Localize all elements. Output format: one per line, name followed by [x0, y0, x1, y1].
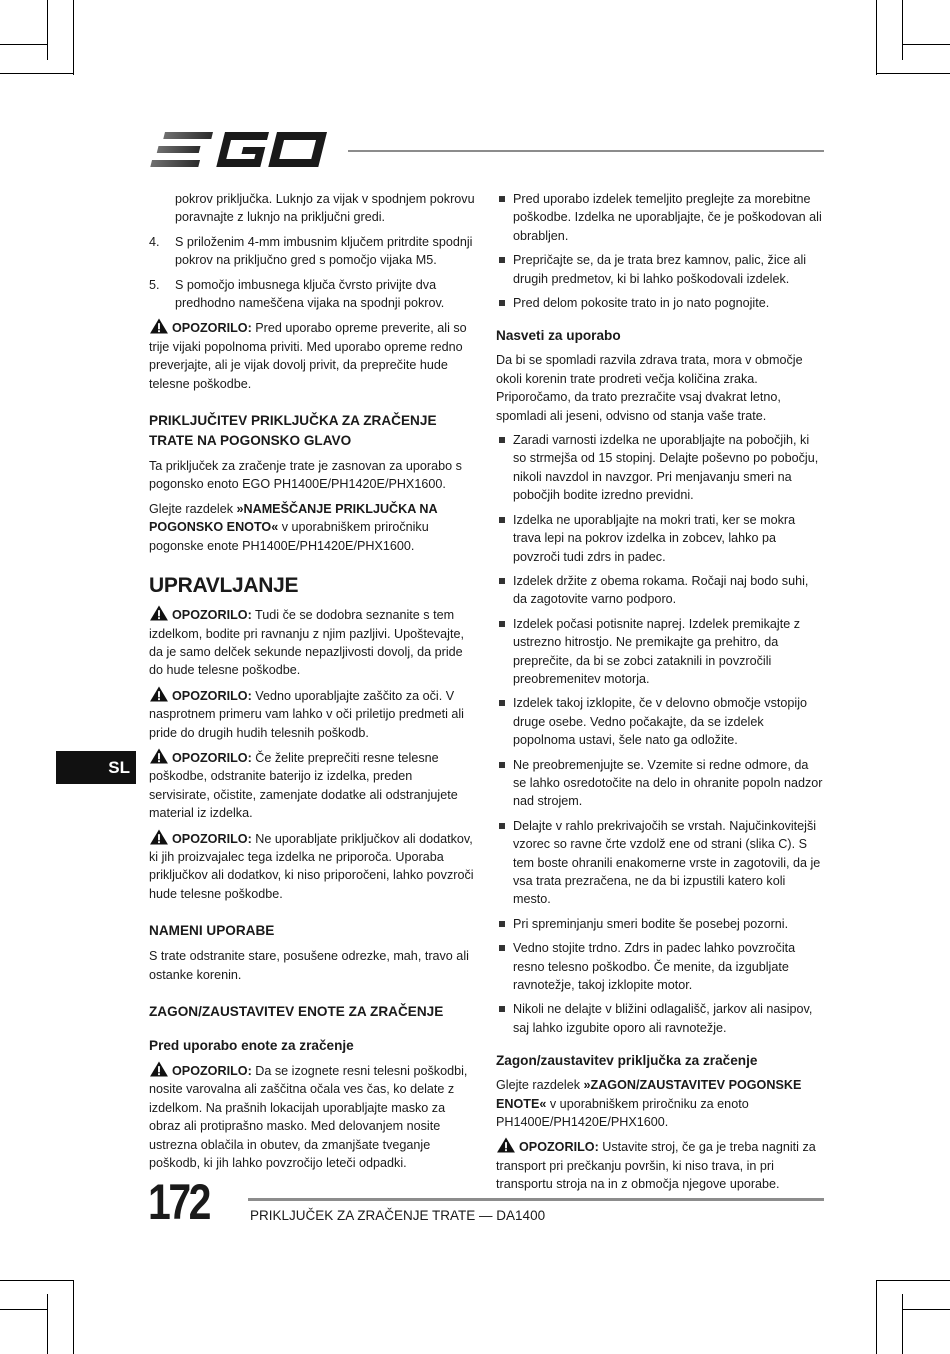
- paragraph: Ta priključek za zračenje trate je zasnovan za uporabo s pogonsko enoto EGO PH1400E/PH1420E/PHX1600.: [149, 459, 462, 492]
- section-heading-operation: UPRAVLJANJE: [149, 574, 299, 598]
- warning-triangle-icon: [149, 748, 169, 764]
- warning-label: OPOZORILO:: [172, 608, 252, 623]
- list-item: Zaradi varnosti izdelka ne uporabljajte na pobočjih, ki so strmejša od 15 stopinj. Delajte poševno po pobočju, nikoli navzdol in navzgor. Pri menjavanju smeri na pobočjih bodite izredno previdni.: [496, 431, 824, 505]
- crop-mark: [902, 1294, 903, 1354]
- cross-reference: »ZAGON/ZAUSTAVITEV POGONSKE ENOTE«: [496, 1078, 802, 1111]
- crop-mark: [0, 1309, 47, 1310]
- list-item: Izdelka ne uporabljajte na mokri trati, ker se mokra trava lepi na pokrov izdelka in zobcev, lahko pa povzroči tudi zdrs in padec.: [496, 511, 824, 566]
- warning-paragraph: [149, 686, 476, 742]
- step-number: 5.: [149, 277, 160, 292]
- step-3-continuation: pokrov priključka. Luknjo za vijak v spodnjem pokrovu poravnajte z luknjo na priključni gredi.: [175, 192, 475, 225]
- section-heading-start-stop: ZAGON/ZAUSTAVITEV ENOTE ZA ZRAČENJE: [149, 1004, 444, 1019]
- crop-mark: [73, 0, 74, 75]
- warning-text: Če želite preprečiti resne telesne poškodbe, odstranite baterijo iz izdelka, preden servisirate, očistite, zamenjate dodatke ali odstranjujete material iz izdelka.: [149, 750, 458, 821]
- footer-title: PRIKLJUČEK ZA ZRAČENJE TRATE — DA1400: [250, 1208, 546, 1223]
- warning-text: Tudi če se dodobra seznanite s tem izdelkom, bodite pri ravnanju z njim pazljivi. Upoštevajte, da je samo delček sekunde nepazljivosti dovolj, da pride do hude telesne poškodbe.: [149, 608, 464, 678]
- section-heading-intended-use: NAMENI UPORABE: [149, 923, 275, 939]
- warning-text: Vedno uporabljajte zaščito za oči. V nasprotnem primeru vam lahko v oči priletijo predmeti ali pride do drugih hudih telesnih poškodb.: [149, 688, 464, 740]
- warning-triangle-icon: [496, 1137, 516, 1153]
- warning-text: Da se izognete resni telesni poškodbi, nosite varovalna ali zaščitna očala ves čas, ko delate z izdelkom. Na prašnih lokacijah uporabljajte masko za obraz ali protiprašno masko. Med delovanjem nosite ustrezna oblačila in obutev, da zmanjšate tveganje poškodb, ki jih lahko povzročijo leteči odpadki.: [149, 1064, 468, 1171]
- paragraph: Da bi se spomladi razvila zdrava trata, mora v območje okoli korenin trate prodreti večja količina zraka. Priporočamo, da trato prezračite vsaj dvakrat letno, spomladi ali jeseni, odvisno od stanja vaše trate.: [496, 353, 803, 423]
- warning-label: OPOZORILO:: [172, 1064, 252, 1078]
- warning-paragraph: [149, 1061, 476, 1172]
- left-column: [149, 190, 476, 1178]
- cross-reference: »NAMEŠČANJE PRIKLJUČKA NA POGONSKO ENOTO«: [149, 501, 438, 535]
- bullet-list-tips: [496, 431, 824, 1037]
- warning-paragraph: [496, 1137, 824, 1193]
- warning-text: Pred uporabo opreme preverite, ali so trije vijaki popolnoma priviti. Med uporabo opreme redno preverjajte, ali je vijak dovolj privit, da preprečite hude telesne poškodbe.: [149, 321, 467, 391]
- crop-mark: [0, 1280, 74, 1281]
- paragraph: Glejte razdelek »ZAGON/ZAUSTAVITEV POGONSKE ENOTE« v uporabniškem priročniku za enoto PH1400E/PH1420E/PHX1600.: [496, 1078, 802, 1130]
- subheading-start-stop-attachment: Zagon/zaustavitev priključka za zračenje: [496, 1053, 758, 1069]
- warning-triangle-icon: [149, 1061, 169, 1077]
- list-item: Ne preobremenjujte se. Vzemite si redne odmore, da se lahko osredotočite na delo in ohranite popoln nadzor nad strojem.: [496, 756, 824, 811]
- list-item: Pred delom pokosite trato in jo nato pognojite.: [496, 294, 824, 312]
- right-column: [496, 190, 824, 1200]
- list-item: Pri spreminjanju smeri bodite še posebej pozorni.: [496, 915, 824, 933]
- crop-mark: [903, 44, 950, 45]
- list-item: Izdelek takoj izklopite, če v delovno območje vstopijo druge osebe. Vedno počakajte, da se izdelek popolnoma ustavi, šele nato ga odložite.: [496, 694, 824, 749]
- subheading-before-use: Pred uporabo enote za zračenje: [149, 1038, 354, 1053]
- language-tab: SL: [56, 751, 136, 784]
- warning-paragraph: [149, 605, 476, 680]
- warning-label: OPOZORILO:: [172, 750, 252, 765]
- warning-triangle-icon: [149, 318, 169, 334]
- crop-mark: [903, 1309, 950, 1310]
- list-item: Delajte v rahlo prekrivajočih se vrstah. Najučinkovitejši vzorec so ravne črte vzdolž ene od strani (slika C). S tem boste ohranili enakomerne vrste in zagotovili, da je vsa trata prezračena, ne da bi izpustili katero koli mesto.: [496, 817, 824, 909]
- warning-text: Ne uporabljate priključkov ali dodatkov, ki jih proizvajalec tega izdelka ne priporoča. Uporaba priključkov ali dodatkov, ki niso priporočeni, lahko povzroči hude telesne poškodbe.: [149, 831, 474, 901]
- warning-triangle-icon: [149, 686, 169, 702]
- list-item: Vedno stojite trdno. Zdrs in padec lahko povzročita resno telesno poškodbo. Če menite, da izgubljate ravnotežje, takoj izklopite motor.: [496, 939, 824, 994]
- warning-text: Ustavite stroj, če ga je treba nagniti za transport pri prečkanju površin, ki niso trava, in pri transportu stroja na in z območja njegove uporabe.: [496, 1140, 816, 1192]
- step-5: [149, 276, 476, 313]
- crop-mark: [47, 1294, 48, 1354]
- crop-mark: [0, 73, 74, 74]
- list-item: Nikoli ne delajte v bližini odlagališč, jarkov ali nasipov, saj lahko izgubite oporo ali ravnotežje.: [496, 1000, 824, 1037]
- crop-mark: [876, 1280, 877, 1354]
- warning-label: OPOZORILO:: [172, 831, 252, 846]
- crop-mark: [73, 1280, 74, 1354]
- subheading-tips: Nasveti za uporabo: [496, 328, 621, 344]
- footer-rule: [248, 1198, 824, 1201]
- header-rule: [348, 150, 824, 152]
- page-number: 172: [148, 1174, 210, 1230]
- warning-paragraph: [149, 318, 476, 393]
- list-item: Izdelek počasi potisnite naprej. Izdelek premikajte z ustrezno hitrostjo. Ne premikajte ga prehitro, da preprečite, da bi se zobci zataknili in povzročili preobremenitev motorja.: [496, 615, 824, 689]
- list-item: Izdelek držite z obema rokama. Ročaji naj bodo suhi, da zagotovite varno podporo.: [496, 572, 824, 609]
- step-text: S pomočjo imbusnega ključa čvrsto privijte dva predhodno nameščena vijaka na spodnji pokrov.: [175, 277, 445, 311]
- paragraph: S trate odstranite stare, posušene odrezke, mah, travo ali ostanke korenin.: [149, 949, 469, 982]
- crop-mark: [876, 73, 950, 74]
- crop-mark: [0, 44, 47, 45]
- ego-logo: [150, 128, 332, 172]
- step-number: 4.: [149, 234, 160, 249]
- warning-label: OPOZORILO:: [172, 321, 252, 336]
- step-4: [149, 233, 476, 270]
- step-text: S priloženim 4-mm imbusnim ključem pritrdite spodnji pokrov na priključno gred s pomočjo vijaka M5.: [175, 234, 473, 268]
- warning-label: OPOZORILO:: [519, 1140, 599, 1155]
- crop-mark: [876, 1280, 950, 1281]
- warning-label: OPOZORILO:: [172, 688, 252, 703]
- crop-mark: [876, 0, 877, 75]
- section-heading-attach: PRIKLJUČITEV PRIKLJUČKA ZA ZRAČENJE TRATE NA POGONSKO GLAVO: [149, 413, 437, 449]
- warning-paragraph: [149, 829, 476, 904]
- warning-triangle-icon: [149, 605, 169, 621]
- paragraph: Glejte razdelek »NAMEŠČANJE PRIKLJUČKA NA POGONSKO ENOTO« v uporabniškem priročniku pogonske enote PH1400E/PH1420E/PHX1600.: [149, 501, 438, 553]
- crop-mark: [47, 0, 48, 60]
- warning-triangle-icon: [149, 829, 169, 845]
- crop-mark: [902, 0, 903, 60]
- list-item: Prepričajte se, da je trata brez kamnov, palic, žice ali drugih predmetov, ki bi lahko poškodovali izdelek.: [496, 251, 824, 288]
- bullet-list-precheck: [496, 190, 824, 312]
- list-item: Pred uporabo izdelek temeljito preglejte za morebitne poškodbe. Izdelka ne uporabljajte, če je poškodovan ali obrabljen.: [496, 190, 824, 245]
- warning-paragraph: [149, 748, 476, 823]
